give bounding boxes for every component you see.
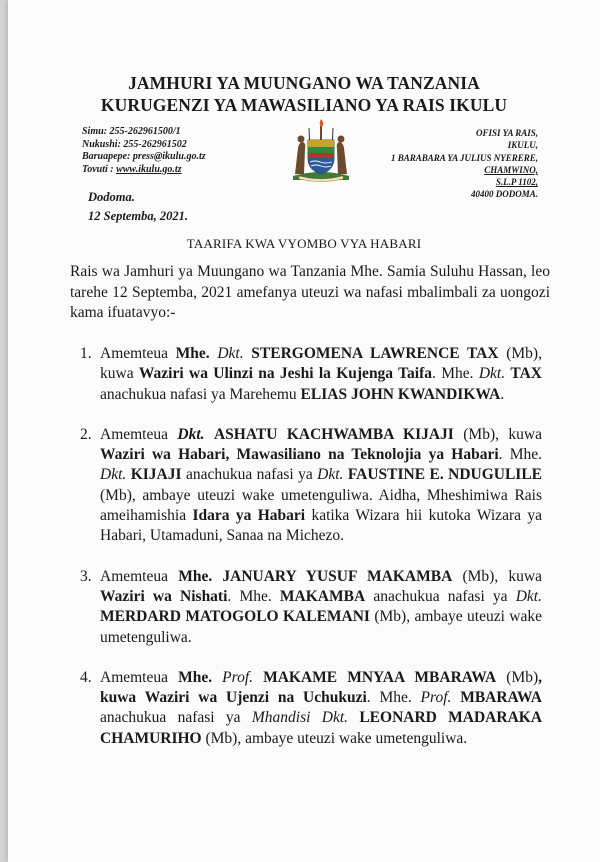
phone-number: Simu: 255-262961500/1	[82, 126, 181, 137]
item-text-segment: Waziri wa Ulinzi na Jeshi la Kujenga Taifa	[138, 365, 432, 383]
office-line-1: OFISI YA RAIS,	[476, 128, 538, 138]
item-text-segment	[348, 709, 359, 726]
item-text-segment: Dkt.	[515, 587, 542, 605]
item-number: 2.	[80, 425, 92, 443]
item-text-segment: Mhe.	[175, 345, 218, 362]
item-text-segment: (Mb), ambaye uteuzi wake umetenguliwa.	[100, 608, 542, 646]
appointment-item	[80, 344, 542, 405]
item-text-segment: MBARAWA	[460, 689, 542, 707]
item-text-segment: (Mb), ambaye uteuzi wake umetenguliwa.	[201, 729, 468, 747]
item-text-segment: Waziri wa Nishati	[100, 587, 228, 605]
appointment-item	[80, 567, 542, 648]
fax-number: Nukushi: 255-262961502	[82, 138, 187, 150]
office-line-5: S.L.P 1102,	[495, 177, 538, 188]
office-line-6: 40400 DODOMA.	[470, 189, 538, 200]
viewer-margin	[0, 0, 8, 862]
item-text-segment: STERGOMENA LAWRENCE TAX	[251, 345, 499, 362]
item-text-segment: katika Wizara hii kutoka Wizara ya Habari, Utamaduni, Sanaa na Michezo.	[100, 507, 542, 545]
item-text-segment: Waziri wa Habari, Mawasiliano na Teknolojia ya Habari	[100, 446, 499, 464]
website-line	[82, 164, 206, 177]
press-release-heading: TAARIFA KWA VYOMBO VYA HABARI	[186, 236, 422, 251]
item-text-segment: ASHATU KACHWAMBA KIJAJI	[213, 425, 454, 443]
item-text-segment: ELIAS JOHN KWANDIKWA	[300, 385, 501, 403]
item-text-segment: TAX	[510, 365, 542, 383]
coat-of-arms-icon	[285, 118, 357, 182]
date: 12 Septemba, 2021.	[88, 209, 188, 223]
item-text-segment: . Mhe.	[227, 587, 280, 605]
item-text-segment: MAKAMBA	[279, 587, 366, 605]
item-text-segment: Amemteua	[100, 425, 178, 443]
item-text-segment	[212, 669, 222, 686]
item-text-segment: Prof.	[420, 689, 452, 707]
item-text-segment: Dkt.	[317, 466, 344, 484]
item-text-segment: (Mb), kuwa	[100, 345, 542, 383]
intro-paragraph: Rais wa Jamhuri ya Muungano wa Tanzania Mhe. Samia Suluhu Hassan, leo tarehe 12 Septemba, 2021 amefanya uteuzi wa nafasi mbalimbali za uongozi kama ifuatavyo:-	[70, 263, 550, 321]
item-text-segment: KIJAJI	[130, 466, 182, 484]
item-text-segment: Prof.	[222, 668, 254, 686]
item-number: 4.	[80, 668, 92, 686]
item-text-segment: (Mb), ambaye uteuzi wake umetenguliwa. Aidha, Mheshimiwa Rais ameihamishia	[100, 486, 542, 525]
item-text-segment: MERDARD MATOGOLO KALEMANI	[100, 608, 370, 626]
item-text-segment: Dkt.	[478, 365, 511, 383]
item-number: 3.	[80, 567, 92, 585]
contact-details-left	[82, 126, 206, 176]
appointment-item	[80, 425, 543, 547]
item-text-segment	[451, 689, 460, 706]
item-text-segment: (Mb), kuwa	[452, 567, 542, 585]
office-line-4: CHAMWINO,	[484, 164, 538, 175]
item-text-segment	[253, 669, 263, 686]
email-address: Baruapepe: press@ikulu.go.tz	[82, 151, 206, 162]
item-text-segment: (Mb), kuwa	[453, 425, 542, 443]
item-text-segment: , kuwa Waziri wa Ujenzi na Uchukuzi	[100, 668, 543, 707]
item-text-segment: Amemteua	[100, 345, 176, 362]
item-text-segment: . Mhe.	[498, 446, 543, 464]
place: Dodoma.	[88, 190, 135, 204]
contact-details-right	[391, 127, 538, 201]
item-text-segment: Mhe.	[178, 668, 213, 686]
item-text-segment: Mhandisi Dkt.	[251, 709, 349, 727]
office-line-3: 1 BARABARA YA JULIUS NYERERE,	[391, 152, 538, 163]
item-text-segment: Dkt.	[100, 466, 127, 484]
item-text-segment: anachukua nafasi ya	[181, 466, 318, 484]
item-text-segment: Amemteua	[100, 668, 179, 686]
appointment-item	[80, 668, 543, 749]
item-text-segment: LEONARD MADARAKA CHAMURIHO	[100, 709, 543, 747]
item-text-segment: FAUSTINE E. NDUGULILE	[347, 466, 543, 484]
item-text-segment: .	[500, 385, 505, 403]
item-text-segment: Mhe. JANUARY YUSUF MAKAMBA	[178, 567, 453, 585]
item-text-segment: anachukua nafasi ya	[100, 709, 252, 727]
item-text-segment: . Mhe.	[366, 689, 421, 707]
item-text-segment: Amemteua	[100, 567, 179, 585]
item-text-segment: MAKAME MNYAA MBARAWA	[263, 668, 497, 686]
item-text-segment: Dkt.	[217, 345, 252, 362]
item-text-segment: anachukua nafasi ya	[365, 587, 516, 605]
item-number: 1.	[80, 345, 92, 362]
item-text-segment: anachukua nafasi ya Marehemu	[100, 385, 301, 403]
place-and-date	[88, 188, 188, 226]
item-text-segment: Idara ya Habari	[192, 507, 306, 525]
item-text-segment: Dkt.	[177, 425, 205, 443]
item-text-segment: . Mhe.	[432, 365, 479, 383]
republic-title: JAMHURI YA MUUNGANO WA TANZANIA	[128, 73, 480, 93]
press-release-page	[8, 0, 600, 862]
office-line-2: IKULU,	[507, 140, 538, 151]
appointments-list	[80, 344, 543, 769]
directorate-title: KURUGENZI YA MAWASILIANO YA RAIS IKULU	[100, 95, 508, 115]
item-text-segment: (Mb)	[496, 668, 539, 686]
website-link[interactable]: www.ikulu.go.tz	[116, 163, 182, 175]
website-label: Tovuti :	[82, 163, 117, 175]
item-text-segment	[205, 426, 214, 443]
